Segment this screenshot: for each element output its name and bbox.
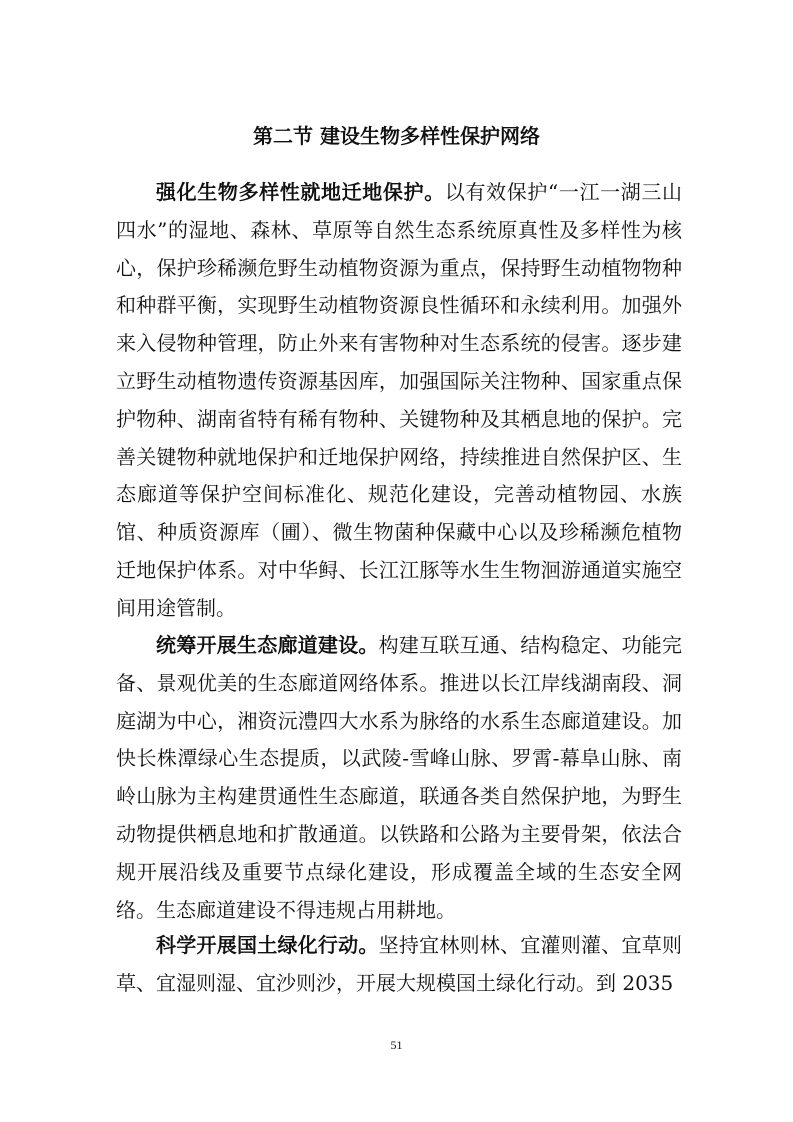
paragraph-land-greening: [116, 927, 682, 1003]
section-title: 第二节 建设生物多样性保护网络: [253, 124, 540, 148]
paragraph-ecological-corridor: [116, 627, 682, 929]
paragraph-heading: 强化生物多样性就地迁地保护。: [156, 180, 445, 204]
paragraph-heading: 科学开展国土绿化行动。: [156, 933, 379, 957]
paragraph-body: 坚持宜林则林、宜灌则灌、宜草则草、宜湿则湿、宜沙则沙，开展大规模国土绿化行动。到 2035: [116, 933, 683, 995]
page-number: 51: [390, 1038, 403, 1052]
paragraph-body: 以有效保护“一江一湖三山四水”的湿地、森林、草原等自然生态系统原真性及多样性为核心，保护珍稀濒危野生动植物资源为重点，保持野生动植物物种和种群平衡，实现野生动植物资源良性循环和永续利用。加强外来入侵物种管理，防止外来有害物种对生态系统的侵害。逐步建立野生动植物遗传资源基因库，加强国际关注物种、国家重点保护物种、湖南省特有稀有物种、关键物种及其栖息地的保护。完善关键物种就地保护和迁地保护网络，持续推进自然保护区、生态廊道等保护空间标准化、规范化建设，完善动植物园、水族馆、种质资源库（圃）、微生物菌种保藏中心以及珍稀濒危植物迁地保护体系。对中华鲟、长江江豚等水生生物洄游通道实施空间用途管制。: [116, 180, 683, 620]
paragraph-body: 构建互联互通、结构稳定、功能完备、景观优美的生态廊道网络体系。推进以长江岸线湖南段、洞庭湖为中心，湘资沅澧四大水系为脉络的水系生态廊道建设。加快长株潭绿心生态提质，以武陵-雪峰山脉、罗霄-幕阜山脉、南岭山脉为主构建贯通性生态廊道，联通各类自然保护地，为野生动物提供栖息地和扩散通道。以铁路和公路为主要骨架，依法合规开展沿线及重要节点绿化建设，形成覆盖全域的生态安全网络。生态廊道建设不得违规占用耕地。: [116, 633, 683, 922]
paragraph-heading: 统筹开展生态廊道建设。: [156, 633, 379, 657]
paragraph-biodiversity-protection: [116, 174, 682, 628]
